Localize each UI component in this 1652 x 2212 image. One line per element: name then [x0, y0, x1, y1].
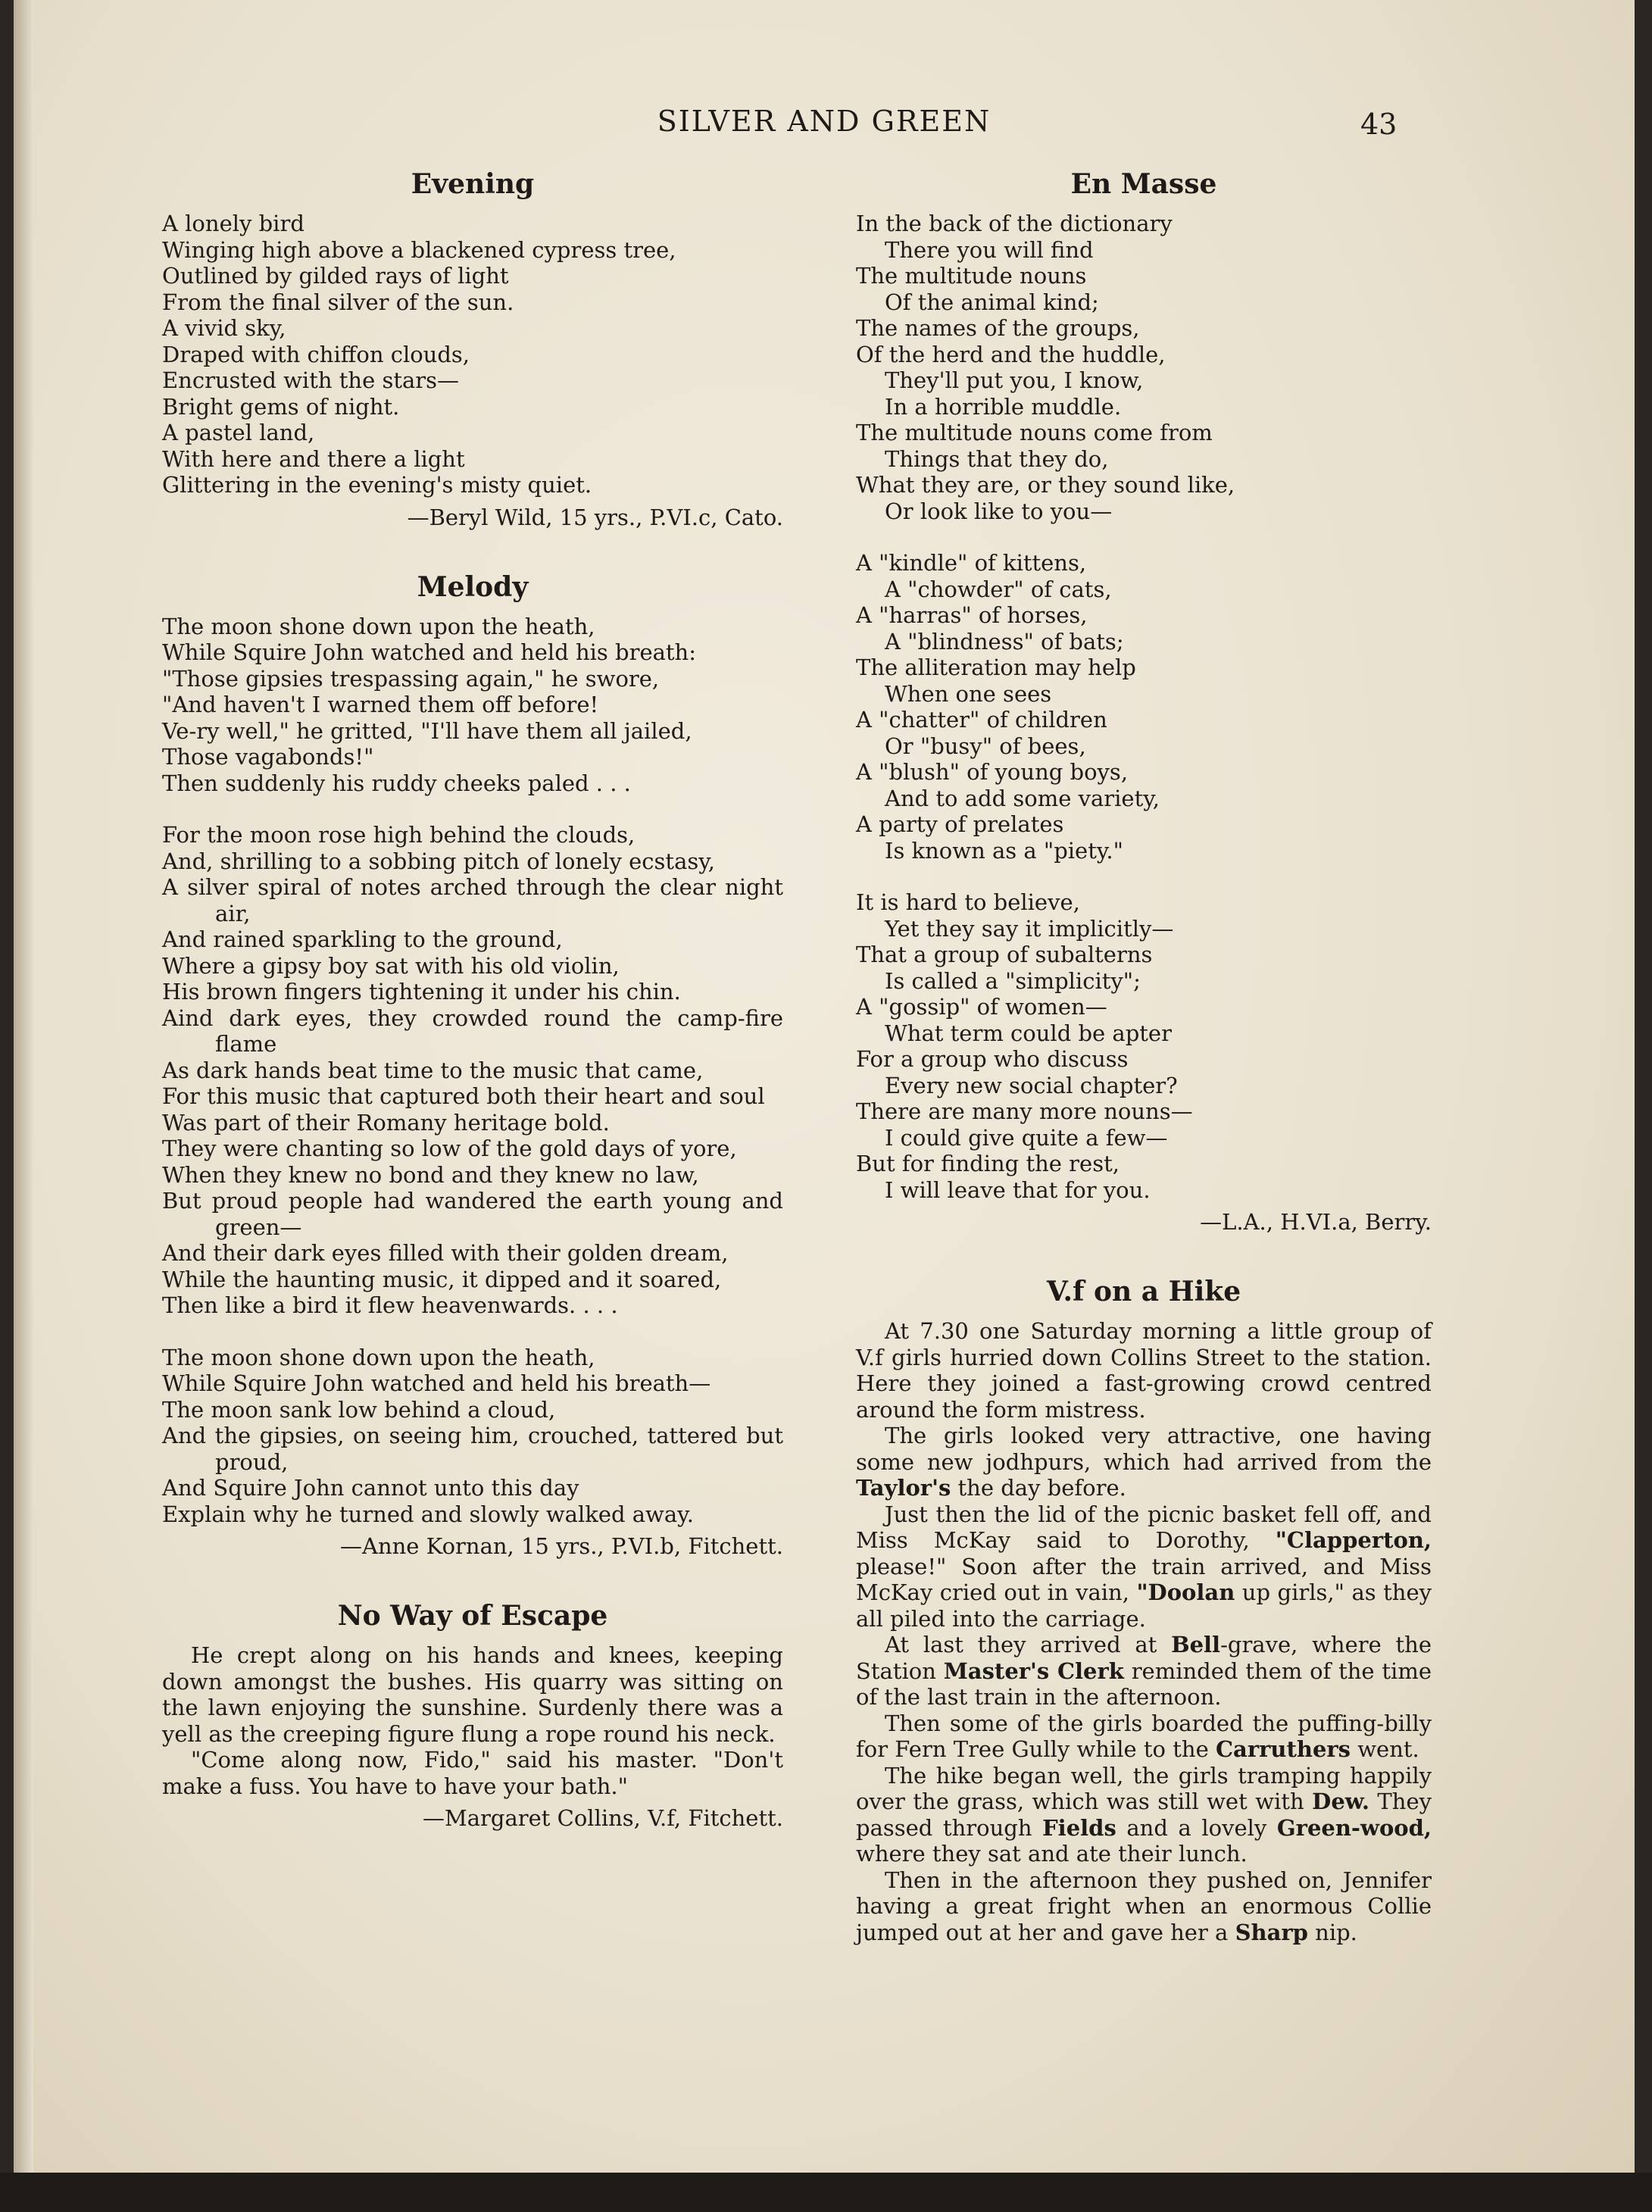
- poem-title: Evening: [411, 168, 535, 200]
- poem-line: Was part of their Romany heritage bold.: [162, 1109, 610, 1136]
- poem-line: His brown fingers tightening it under his chin.: [162, 979, 681, 1004]
- poem-line: In a horrible muddle.: [885, 393, 1122, 420]
- bold-pun: "Clapperton,: [1275, 1527, 1432, 1553]
- text-run: They passed through: [856, 1789, 1432, 1841]
- poem-melody: [162, 571, 783, 1560]
- poem-line: A "gossip" of women—: [856, 994, 1107, 1020]
- poem-line: "Those gipsies trespassing again," he swore,: [162, 665, 660, 692]
- poem-line: And the gipsies, on seeing him, crouched, tattered but proud,: [162, 1423, 783, 1475]
- byline: —Margaret Collins, V.f, Fitchett.: [423, 1805, 783, 1831]
- poem-line: A silver spiral of notes arched through the clear night air,: [162, 874, 783, 926]
- text-run: the day before.: [951, 1475, 1126, 1501]
- poem-line: A pastel land,: [162, 420, 315, 445]
- poem-line: Aind dark eyes, they crowded round the camp-fire flame: [162, 1004, 783, 1057]
- poem-line: Outlined by gilded rays of light: [162, 263, 509, 289]
- poem-line: Draped with chiffon clouds,: [162, 341, 470, 367]
- poem-line: Ve-ry well," he gritted, "I'll have them all jailed,: [162, 717, 692, 744]
- paragraph: [856, 1867, 1432, 1946]
- poem-line: With here and there a light: [162, 445, 465, 472]
- stanza-break: [856, 524, 1432, 550]
- poem-line: They'll put you, I know,: [885, 367, 1144, 393]
- poem-line: What term could be apter: [885, 1020, 1172, 1046]
- poem-line: Every new social chapter?: [885, 1072, 1178, 1098]
- paragraph: [856, 1501, 1432, 1632]
- poem-line: Then suddenly his ruddy cheeks paled . . .: [162, 770, 631, 796]
- byline: —Anne Kornan, 15 yrs., P.VI.b, Fitchett.: [340, 1533, 783, 1559]
- poem-line: The multitude nouns: [856, 263, 1087, 289]
- poem-line: From the final silver of the sun.: [162, 289, 514, 315]
- poem-line: For this music that captured both their heart and soul: [162, 1083, 765, 1109]
- story-title: No Way of Escape: [337, 1600, 608, 1632]
- poem-line: While the haunting music, it dipped and it soared,: [162, 1266, 722, 1292]
- text-run: please!" Soon after the train arrived, and Miss McKay cried out in vain,: [856, 1553, 1432, 1605]
- binding-shadow: [14, 0, 33, 2182]
- bold-pun: Dew.: [1312, 1789, 1369, 1814]
- text-run: The girls looked very attractive, one having some new jodhpurs, which had arrived from the: [856, 1423, 1432, 1475]
- poem-line: I could give quite a few—: [885, 1124, 1168, 1151]
- poem-line: A "chatter" of children: [856, 707, 1107, 733]
- bold-pun: Fields: [1042, 1814, 1116, 1841]
- poem-line: The moon shone down upon the heath,: [162, 1344, 595, 1370]
- poem-line: In the back of the dictionary: [856, 211, 1173, 236]
- poem-line: A "blush" of young boys,: [856, 759, 1129, 785]
- poem-line: The moon shone down upon the heath,: [162, 613, 595, 639]
- poem-line: Of the animal kind;: [885, 289, 1099, 315]
- poem-line: "And haven't I warned them off before!: [162, 692, 599, 717]
- poem-line: A "harras" of horses,: [856, 602, 1088, 628]
- poem-line: When they knew no bond and they knew no law,: [162, 1161, 699, 1188]
- text-run: went.: [1351, 1736, 1419, 1762]
- poem-line: And, shrilling to a sobbing pitch of lonely ecstasy,: [162, 848, 715, 874]
- scanner-edge: [0, 2173, 1652, 2212]
- paragraph: [856, 1632, 1432, 1711]
- poem-line: And their dark eyes filled with their golden dream,: [162, 1240, 729, 1266]
- text-run: Just then the lid of the picnic basket fell off, and Miss McKay said to Dorothy,: [856, 1501, 1432, 1553]
- text-run: -grave, where the Station: [856, 1632, 1432, 1684]
- poem-line: Those vagabonds!": [162, 744, 374, 770]
- byline: —L.A., H.VI.a, Berry.: [1200, 1209, 1432, 1235]
- poem-line: Of the herd and the huddle,: [856, 341, 1166, 367]
- poem-line: Or look like to you—: [885, 498, 1113, 524]
- poem-line: Winging high above a blackened cypress tree,: [162, 236, 676, 263]
- story-no-way-of-escape: [162, 1600, 783, 1831]
- poem-line: A party of prelates: [856, 811, 1064, 837]
- poem-line: Yet they say it implicitly—: [885, 915, 1174, 942]
- poem-line: Bright gems of night.: [162, 393, 400, 420]
- poem-line: A "kindle" of kittens,: [856, 550, 1087, 576]
- poem-line: I will leave that for you.: [885, 1176, 1151, 1203]
- bold-pun: "Doolan: [1136, 1579, 1235, 1605]
- poem-line: The moon sank low behind a cloud,: [162, 1396, 556, 1423]
- poem-evening: [162, 168, 783, 530]
- poem-line: But for finding the rest,: [856, 1151, 1120, 1176]
- text-run: At last they arrived at: [885, 1632, 1172, 1657]
- left-column: [162, 168, 783, 1872]
- poem-line: Then like a bird it flew heavenwards. . . .: [162, 1292, 618, 1318]
- text-run: where they sat and ate their lunch.: [856, 1841, 1248, 1867]
- poem-line: It is hard to believe,: [856, 889, 1080, 915]
- poem-line: And to add some variety,: [885, 785, 1160, 811]
- poem-line: Where a gipsy boy sat with his old violin,: [162, 952, 620, 979]
- poem-line: But proud people had wandered the earth young and green—: [162, 1188, 783, 1240]
- poem-line: What they are, or they sound like,: [856, 472, 1235, 498]
- story-vf-on-a-hike: [856, 1276, 1432, 1945]
- poem-line: They were chanting so low of the gold days of yore,: [162, 1136, 737, 1161]
- text-run: Then in the afternoon they pushed on, Jennifer having a great fright when an enormous Collie jumped out at her and gave her a: [856, 1867, 1432, 1945]
- poem-line: Is called a "simplicity";: [885, 967, 1141, 994]
- poem-line: Things that they do,: [885, 445, 1109, 472]
- text-run: The hike began well, the girls tramping happily over the grass, which was still wet with: [856, 1762, 1432, 1814]
- poem-line: A "chowder" of cats,: [885, 576, 1112, 602]
- text-run: reminded them of the time of the last train in the afternoon.: [856, 1657, 1432, 1710]
- paragraph: At 7.30 one Saturday morning a little group of V.f girls hurried down Collins Street to the station. Here they joined a fast-growing crowd centred around the form mistress.: [856, 1318, 1432, 1423]
- poem-line: While Squire John watched and held his breath—: [162, 1370, 711, 1396]
- paragraph: He crept along on his hands and knees, keeping down amongst the bushes. His quarry was sitting on the lawn enjoying the sunshine. Surdenly there was a yell as the creeping figure flung a rope round his neck.: [162, 1642, 783, 1747]
- poem-line: As dark hands beat time to the music that came,: [162, 1057, 704, 1083]
- poem-line: For a group who discuss: [856, 1046, 1129, 1072]
- poem-line: Explain why he turned and slowly walked away.: [162, 1501, 694, 1527]
- poem-line: For the moon rose high behind the clouds,: [162, 822, 636, 848]
- poem-line: And Squire John cannot unto this day: [162, 1475, 579, 1501]
- scanned-page: [14, 0, 1635, 2182]
- text-run: up girls," as they all piled into the carriage.: [856, 1579, 1432, 1632]
- story-title: V.f on a Hike: [1046, 1276, 1241, 1308]
- paragraph: [856, 1763, 1432, 1867]
- poem-line: Encrusted with the stars—: [162, 367, 460, 393]
- stanza-break: [162, 796, 783, 822]
- text-run: nip.: [1307, 1919, 1357, 1945]
- poem-line: The multitude nouns come from: [856, 420, 1213, 445]
- bold-pun: Green-wood,: [1276, 1814, 1432, 1841]
- paragraph: "Come along now, Fido," said his master. "Don't make a fuss. You have to have your bath.": [162, 1747, 783, 1799]
- poem-line: When one sees: [885, 680, 1052, 707]
- running-head: SILVER AND GREEN: [657, 105, 992, 138]
- text-run: and a lovely: [1116, 1814, 1277, 1841]
- poem-line: There are many more nouns—: [856, 1098, 1193, 1124]
- paragraph: [856, 1423, 1432, 1501]
- paragraph: [856, 1711, 1432, 1763]
- byline: —Beryl Wild, 15 yrs., P.VI.c, Cato.: [407, 504, 783, 530]
- poem-line: The names of the groups,: [856, 315, 1140, 341]
- poem-line: And rained sparkling to the ground,: [162, 926, 563, 952]
- poem-line: That a group of subalterns: [856, 942, 1153, 967]
- poem-line: A lonely bird: [162, 211, 304, 236]
- right-column: [856, 168, 1432, 1986]
- bold-pun: Taylor's: [856, 1475, 951, 1501]
- poem-line: Glittering in the evening's misty quiet.: [162, 472, 592, 498]
- poem-line: A "blindness" of bats;: [885, 628, 1124, 655]
- text-run: Then some of the girls boarded the puffing-billy for Fern Tree Gully while to the: [856, 1710, 1432, 1762]
- stanza-break: [856, 864, 1432, 889]
- poem-title: En Masse: [1070, 168, 1217, 200]
- poem-line: There you will find: [885, 236, 1094, 263]
- poem-title: Melody: [417, 570, 529, 603]
- bold-pun: Master's Clerk: [943, 1657, 1124, 1684]
- page-number: 43: [1360, 108, 1397, 141]
- poem-line: Or "busy" of bees,: [885, 733, 1086, 759]
- poem-line: The alliteration may help: [856, 655, 1136, 680]
- poem-line: While Squire John watched and held his breath:: [162, 639, 697, 665]
- bold-pun: Sharp: [1235, 1919, 1308, 1945]
- stanza-break: [162, 1319, 783, 1345]
- bold-pun: Carruthers: [1215, 1736, 1351, 1762]
- poem-line: A vivid sky,: [162, 315, 286, 341]
- poem-line: Is known as a "piety.": [885, 837, 1123, 864]
- poem-en-masse: [856, 168, 1432, 1235]
- bold-pun: Bell: [1171, 1632, 1221, 1657]
